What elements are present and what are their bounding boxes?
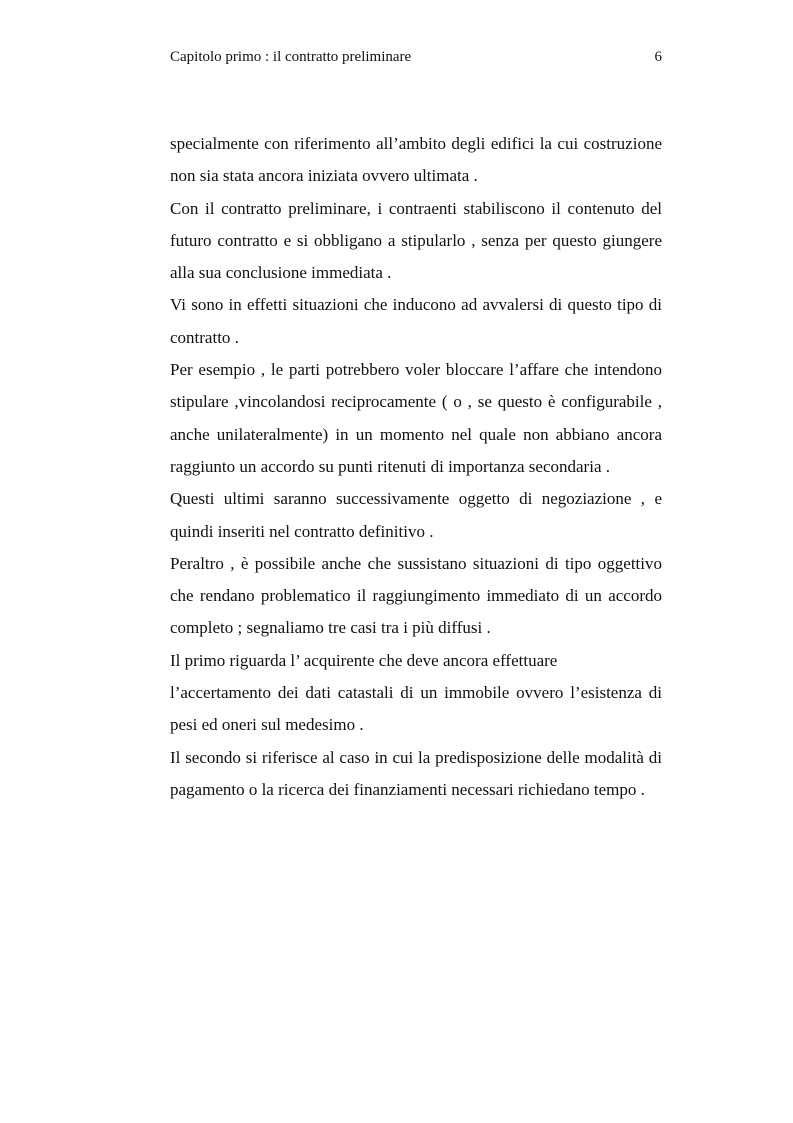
paragraph: specialmente con riferimento all’ambito degli edifici la cui costruzione non sia stata ancora iniziata ovvero ultimata .	[170, 134, 662, 186]
paragraph: Il primo riguarda l’ acquirente che deve ancora effettuare	[170, 650, 558, 670]
paragraph: Il secondo si riferisce al caso in cui la predisposizione delle modalità di pagamento o la ricerca dei finanziamenti necessari richiedano tempo .	[170, 747, 662, 799]
page-number: 6	[654, 49, 662, 65]
paragraph: l’accertamento dei dati catastali di un immobile ovvero l’esistenza di pesi ed oneri sul medesimo .	[170, 683, 662, 735]
paragraph: Con il contratto preliminare, i contraenti stabiliscono il contenuto del futuro contratto e si obbligano a stipularlo , senza per questo giungere alla sua conclusione immediata .	[170, 198, 662, 283]
paragraph: Vi sono in effetti situazioni che inducono ad avvalersi di questo tipo di contratto .	[170, 295, 662, 347]
chapter-title: Capitolo primo : il contratto preliminare	[170, 49, 412, 65]
paragraph: Per esempio , le parti potrebbero voler bloccare l’affare che intendono stipulare ,vincolandosi reciprocamente ( o , se questo è configurabile , anche unilateralmente) in un momento nel quale non abbiano ancora raggiunto un accordo su punti ritenuti di importanza secondaria .	[170, 360, 662, 476]
paragraph: Peraltro , è possibile anche che sussistano situazioni di tipo oggettivo che rendano problematico il raggiungimento immediato di un accordo completo ; segnaliamo tre casi tra i più diffusi .	[170, 553, 662, 638]
running-header	[170, 46, 662, 68]
body-text	[170, 128, 662, 806]
paragraph: Questi ultimi saranno successivamente oggetto di negoziazione , e quindi inseriti nel contratto definitivo .	[170, 489, 662, 541]
